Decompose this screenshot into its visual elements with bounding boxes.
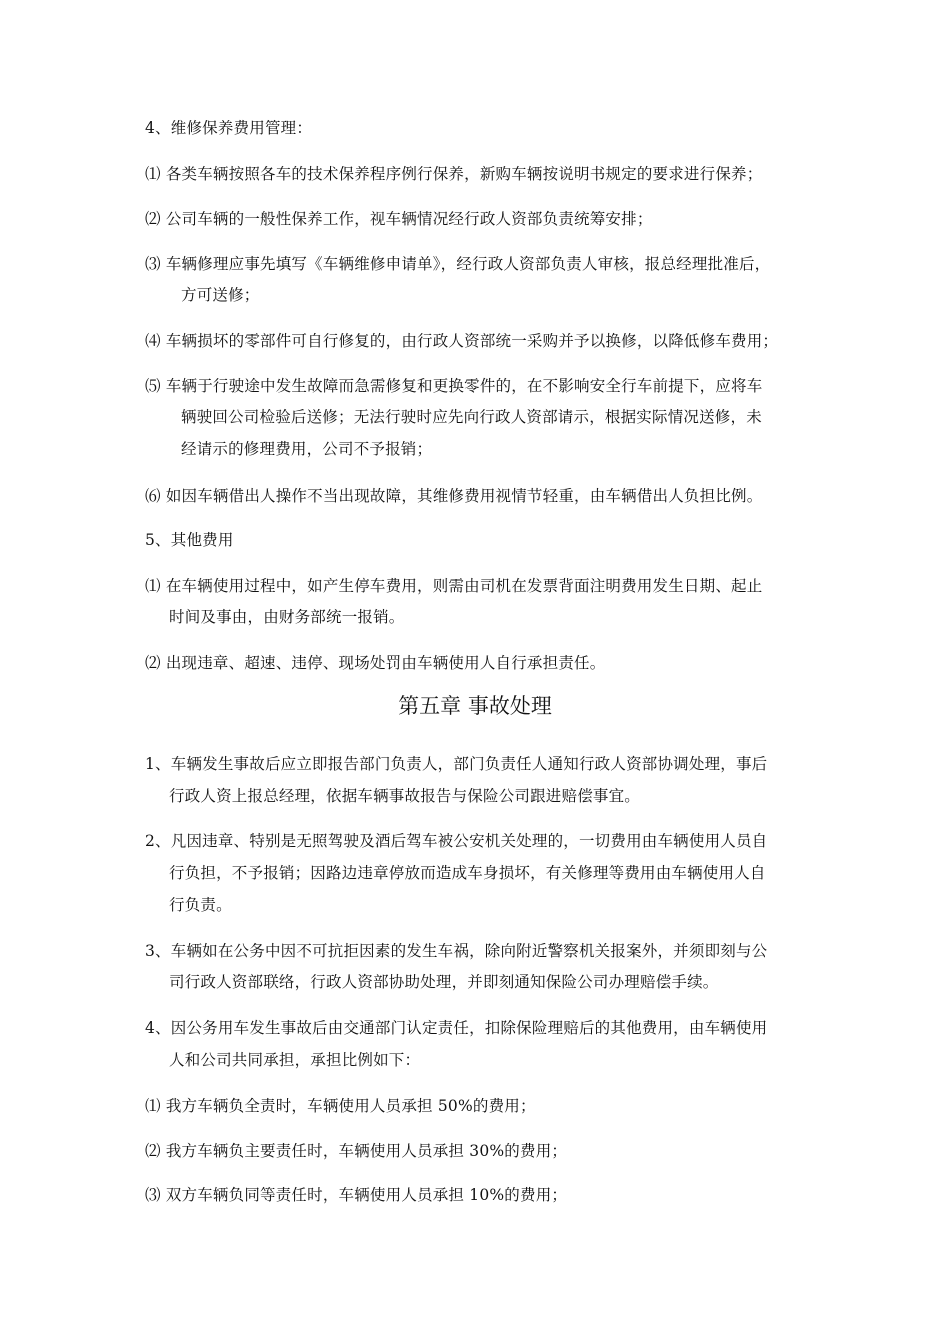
list-item: ⑸ 车辆于行驶途中发生故障而急需修复和更换零件的，在不影响安全行车前提下，应将车	[145, 377, 763, 395]
numbered-paragraph: 2、凡因违章、特别是无照驾驶及酒后驾车被公安机关处理的，一切费用由车辆使用人员自	[145, 832, 768, 850]
list-item: ⑹ 如因车辆借出人操作不当出现故障，其维修费用视情节轻重，由车辆借出人负担比例。	[145, 487, 763, 505]
paragraph-continuation: 行负责。	[169, 896, 232, 914]
list-item-continuation: 方可送修；	[181, 286, 260, 304]
list-item-continuation: 经请示的修理费用，公司不予报销；	[181, 440, 433, 458]
list-item: ⑵ 我方车辆负主要责任时，车辆使用人员承担 30%的费用；	[145, 1142, 568, 1160]
paragraph-continuation: 行负担，不予报销；因路边违章停放而造成车身损坏，有关修理等费用由车辆使用人自	[169, 864, 766, 882]
paragraph-continuation: 行政人资上报总经理，依据车辆事故报告与保险公司跟进赔偿事宜。	[169, 787, 641, 805]
section-heading-other-costs: 5、其他费用	[145, 531, 234, 549]
list-item: ⑴ 我方车辆负全责时，车辆使用人员承担 50%的费用；	[145, 1097, 536, 1115]
list-item: ⑴ 各类车辆按照各车的技术保养程序例行保养，新购车辆按说明书规定的要求进行保养；	[145, 165, 763, 183]
list-item: ⑵ 出现违章、超速、违停、现场处罚由车辆使用人自行承担责任。	[145, 654, 606, 672]
list-item: ⑶ 双方车辆负同等责任时，车辆使用人员承担 10%的费用；	[145, 1186, 568, 1204]
list-item-continuation: 辆驶回公司检验后送修；无法行驶时应先向行政人资部请示，根据实际情况送修，未	[181, 408, 762, 426]
list-item: ⑶ 车辆修理应事先填写《车辆维修申请单》，经行政人资部负责人审核，报总经理批准后，	[145, 255, 771, 273]
numbered-paragraph: 4、因公务用车发生事故后由交通部门认定责任，扣除保险理赔后的其他费用，由车辆使用	[145, 1019, 768, 1037]
paragraph-continuation: 司行政人资部联络，行政人资部协助处理，并即刻通知保险公司办理赔偿手续。	[169, 973, 719, 991]
list-item: ⑵ 公司车辆的一般性保养工作，视车辆情况经行政人资部负责统筹安排；	[145, 210, 653, 228]
section-heading-maintenance-costs: 4、维修保养费用管理：	[145, 119, 313, 137]
list-item: ⑴ 在车辆使用过程中，如产生停车费用，则需由司机在发票背面注明费用发生日期、起止	[145, 577, 763, 595]
numbered-paragraph: 3、车辆如在公务中因不可抗拒因素的发生车祸，除向附近警察机关报案外，并须即刻与公	[145, 942, 768, 960]
list-item-continuation: 时间及事由，由财务部统一报销。	[169, 608, 405, 626]
list-item: ⑷ 车辆损坏的零部件可自行修复的，由行政人资部统一采购并予以换修，以降低修车费用；	[145, 332, 779, 350]
paragraph-continuation: 人和公司共同承担，承担比例如下：	[169, 1051, 421, 1069]
chapter-heading: 第五章 事故处理	[398, 694, 552, 718]
numbered-paragraph: 1、车辆发生事故后应立即报告部门负责人，部门负责任人通知行政人资部协调处理，事后	[145, 755, 768, 773]
